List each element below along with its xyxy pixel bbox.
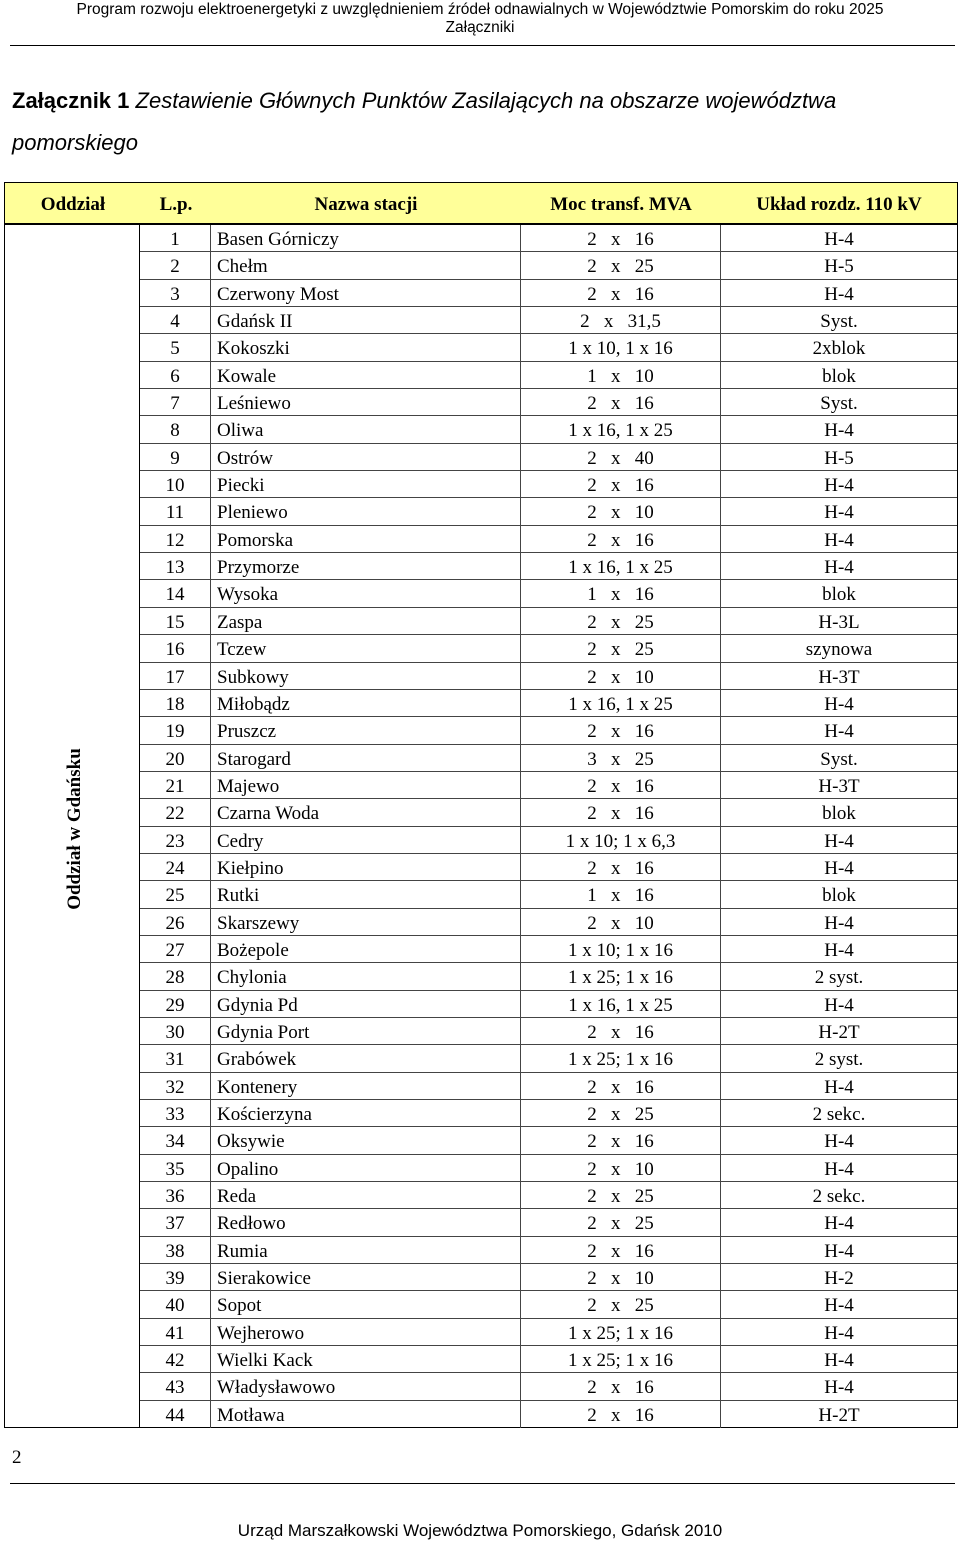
cell-lp: 17	[140, 663, 211, 689]
oddzial-cell	[5, 225, 140, 1427]
cell-moc: 2 x 10	[521, 1155, 721, 1181]
cell-nazwa: Kiełpino	[211, 854, 521, 880]
cell-lp: 43	[140, 1373, 211, 1399]
cell-moc: 2 x 16	[521, 772, 721, 798]
cell-nazwa: Wejherowo	[211, 1319, 521, 1345]
cell-moc: 1 x 16	[521, 881, 721, 907]
cell-nazwa: Oliwa	[211, 416, 521, 442]
cell-nazwa: Sierakowice	[211, 1264, 521, 1290]
cell-lp: 25	[140, 881, 211, 907]
cell-moc: 2 x 16	[521, 1237, 721, 1263]
table-row	[140, 1182, 957, 1209]
table-row	[140, 334, 957, 361]
table-row	[140, 389, 957, 416]
cell-nazwa: Miłobądz	[211, 690, 521, 716]
cell-nazwa: Ostrów	[211, 444, 521, 470]
cell-nazwa: Basen Górniczy	[211, 225, 521, 251]
table-row	[140, 280, 957, 307]
cell-nazwa: Kontenery	[211, 1073, 521, 1099]
stations-table	[4, 182, 958, 1428]
table-row	[140, 963, 957, 990]
table-row	[140, 580, 957, 607]
cell-lp: 7	[140, 389, 211, 415]
cell-moc: 1 x 16, 1 x 25	[521, 553, 721, 579]
cell-lp: 33	[140, 1100, 211, 1126]
cell-uklad: H-4	[824, 721, 854, 743]
table-row	[140, 416, 957, 443]
cell-moc: 2 x 16	[521, 1018, 721, 1044]
table-row	[140, 1018, 957, 1045]
cell-lp: 28	[140, 963, 211, 989]
title-text: Zestawienie Głównych Punktów Zasilających na obszarze województwa pomorskiego	[12, 88, 837, 155]
cell-moc: 2 x 40	[521, 444, 721, 470]
cell-uklad: blok	[822, 365, 856, 387]
cell-moc: 2 x 25	[521, 1209, 721, 1235]
table-row	[140, 690, 957, 717]
header-lp: L.p.	[159, 194, 193, 215]
header-rule	[10, 45, 955, 46]
cell-lp: 9	[140, 444, 211, 470]
cell-uklad: H-3T	[818, 666, 860, 688]
table-row	[140, 1155, 957, 1182]
cell-uklad: H-4	[824, 857, 854, 879]
cell-lp: 24	[140, 854, 211, 880]
table-body	[140, 225, 957, 1428]
cell-nazwa: Piecki	[211, 471, 521, 497]
cell-moc: 2 x 25	[521, 1100, 721, 1126]
table-row	[140, 772, 957, 799]
cell-lp: 22	[140, 799, 211, 825]
table-row	[140, 635, 957, 662]
table-row	[140, 471, 957, 498]
cell-nazwa: Leśniewo	[211, 389, 521, 415]
cell-nazwa: Przymorze	[211, 553, 521, 579]
cell-moc: 2 x 25	[521, 1291, 721, 1317]
cell-uklad: H-4	[824, 1350, 854, 1372]
cell-nazwa: Pomorska	[211, 526, 521, 552]
cell-nazwa: Pruszcz	[211, 717, 521, 743]
cell-moc: 2 x 10	[521, 1264, 721, 1290]
cell-uklad: 2xblok	[812, 338, 866, 360]
cell-lp: 26	[140, 909, 211, 935]
cell-lp: 8	[140, 416, 211, 442]
cell-lp: 31	[140, 1045, 211, 1071]
cell-moc: 2 x 16	[521, 799, 721, 825]
cell-moc: 1 x 16, 1 x 25	[521, 991, 721, 1017]
cell-moc: 2 x 16	[521, 225, 721, 251]
table-row	[140, 1045, 957, 1072]
table-row	[140, 553, 957, 580]
cell-uklad: H-4	[824, 502, 854, 524]
cell-moc: 1 x 10; 1 x 6,3	[521, 827, 721, 853]
running-header-section: Załączniki	[445, 19, 515, 36]
table-row	[140, 881, 957, 908]
table-row	[140, 252, 957, 279]
cell-lp: 3	[140, 280, 211, 306]
cell-moc: 2 x 16	[521, 389, 721, 415]
cell-moc: 1 x 16, 1 x 25	[521, 416, 721, 442]
cell-lp: 14	[140, 580, 211, 606]
table-row	[140, 444, 957, 471]
cell-lp: 2	[140, 252, 211, 278]
cell-uklad: H-4	[824, 529, 854, 551]
table-row	[140, 717, 957, 744]
page-title	[12, 80, 952, 164]
cell-lp: 16	[140, 635, 211, 661]
table-row	[140, 362, 957, 389]
cell-nazwa: Kokoszki	[211, 334, 521, 360]
cell-moc: 2 x 16	[521, 526, 721, 552]
cell-nazwa: Grabówek	[211, 1045, 521, 1071]
footer-rule	[10, 1483, 955, 1484]
cell-uklad: H-5	[824, 256, 854, 278]
cell-moc: 1 x 16	[521, 580, 721, 606]
cell-lp: 32	[140, 1073, 211, 1099]
cell-nazwa: Chełm	[211, 252, 521, 278]
cell-nazwa: Czarna Woda	[211, 799, 521, 825]
table-row	[140, 799, 957, 826]
table-row	[140, 526, 957, 553]
cell-uklad: H-4	[824, 1131, 854, 1153]
cell-uklad: H-4	[824, 420, 854, 442]
cell-uklad: 2 sekc.	[812, 1186, 866, 1208]
cell-nazwa: Bożepole	[211, 936, 521, 962]
cell-uklad: H-2T	[818, 1021, 860, 1043]
cell-uklad: H-4	[824, 475, 854, 497]
cell-lp: 35	[140, 1155, 211, 1181]
cell-lp: 19	[140, 717, 211, 743]
table-row	[140, 1401, 957, 1428]
table-row	[140, 854, 957, 881]
cell-moc: 1 x 10; 1 x 16	[521, 936, 721, 962]
cell-lp: 12	[140, 526, 211, 552]
cell-lp: 30	[140, 1018, 211, 1044]
cell-uklad: blok	[822, 803, 856, 825]
table-row	[140, 1319, 957, 1346]
cell-uklad: H-2	[824, 1268, 854, 1290]
cell-lp: 13	[140, 553, 211, 579]
cell-lp: 5	[140, 334, 211, 360]
header-moc: Moc transf. MVA	[550, 194, 692, 215]
cell-lp: 29	[140, 991, 211, 1017]
cell-moc: 2 x 16	[521, 280, 721, 306]
table-row	[140, 1346, 957, 1373]
cell-uklad: H-5	[824, 447, 854, 469]
page-footer: Urząd Marszałkowski Województwa Pomorskiego, Gdańsk 2010	[237, 1521, 723, 1540]
table-row	[140, 1264, 957, 1291]
cell-uklad: blok	[822, 885, 856, 907]
cell-uklad: Syst.	[820, 748, 858, 770]
cell-nazwa: Czerwony Most	[211, 280, 521, 306]
cell-uklad: H-4	[824, 1322, 854, 1344]
cell-moc: 2 x 16	[521, 1373, 721, 1399]
cell-lp: 4	[140, 307, 211, 333]
cell-uklad: Syst.	[820, 311, 858, 333]
cell-lp: 27	[140, 936, 211, 962]
cell-moc: 2 x 10	[521, 909, 721, 935]
cell-uklad: H-4	[824, 1213, 854, 1235]
table-row	[140, 498, 957, 525]
cell-moc: 2 x 25	[521, 1182, 721, 1208]
table-row	[140, 225, 957, 252]
cell-uklad: H-4	[824, 557, 854, 579]
cell-nazwa: Opalino	[211, 1155, 521, 1181]
cell-uklad: H-4	[824, 912, 854, 934]
table-row	[140, 1373, 957, 1400]
cell-uklad: H-4	[824, 1158, 854, 1180]
oddzial-label: Oddział w Gdańsku	[64, 748, 85, 910]
cell-nazwa: Pleniewo	[211, 498, 521, 524]
table-row	[140, 909, 957, 936]
cell-nazwa: Sopot	[211, 1291, 521, 1317]
cell-nazwa: Chylonia	[211, 963, 521, 989]
cell-moc: 1 x 25; 1 x 16	[521, 1346, 721, 1372]
header-uklad: Układ rozdz. 110 kV	[756, 194, 922, 215]
cell-uklad: H-4	[824, 939, 854, 961]
cell-lp: 1	[140, 225, 211, 251]
table-row	[140, 608, 957, 635]
cell-uklad: blok	[822, 584, 856, 606]
cell-uklad: H-2T	[818, 1404, 860, 1426]
cell-lp: 11	[140, 498, 211, 524]
cell-lp: 15	[140, 608, 211, 634]
cell-nazwa: Kowale	[211, 362, 521, 388]
table-row	[140, 1237, 957, 1264]
running-header-title: Program rozwoju elektroenergetyki z uwzględnieniem źródeł odnawialnych w Województwie Pomorskim do roku 2025	[76, 1, 884, 18]
cell-uklad: H-4	[824, 1240, 854, 1262]
cell-nazwa: Redłowo	[211, 1209, 521, 1235]
cell-lp: 39	[140, 1264, 211, 1290]
cell-lp: 42	[140, 1346, 211, 1372]
cell-uklad: szynowa	[805, 639, 873, 661]
table-row	[140, 1100, 957, 1127]
cell-nazwa: Kościerzyna	[211, 1100, 521, 1126]
cell-lp: 18	[140, 690, 211, 716]
cell-moc: 2 x 16	[521, 1073, 721, 1099]
cell-lp: 23	[140, 827, 211, 853]
cell-uklad: 2 syst.	[814, 1049, 864, 1071]
cell-lp: 36	[140, 1182, 211, 1208]
cell-moc: 1 x 10	[521, 362, 721, 388]
cell-moc: 2 x 16	[521, 854, 721, 880]
cell-moc: 1 x 25; 1 x 16	[521, 1319, 721, 1345]
cell-lp: 6	[140, 362, 211, 388]
table-row	[140, 1209, 957, 1236]
page-number: 2	[12, 1447, 22, 1468]
cell-moc: 1 x 10, 1 x 16	[521, 334, 721, 360]
table-row	[140, 827, 957, 854]
cell-uklad: H-4	[824, 1076, 854, 1098]
cell-nazwa: Rumia	[211, 1237, 521, 1263]
cell-nazwa: Wysoka	[211, 580, 521, 606]
header-nazwa: Nazwa stacji	[314, 194, 418, 215]
cell-uklad: H-4	[824, 283, 854, 305]
table-row	[140, 1291, 957, 1318]
cell-nazwa: Skarszewy	[211, 909, 521, 935]
cell-nazwa: Gdańsk II	[211, 307, 521, 333]
cell-nazwa: Cedry	[211, 827, 521, 853]
header-oddzial: Oddział	[40, 194, 106, 215]
cell-lp: 34	[140, 1127, 211, 1153]
cell-moc: 2 x 10	[521, 663, 721, 689]
cell-nazwa: Oksywie	[211, 1127, 521, 1153]
cell-moc: 1 x 25; 1 x 16	[521, 1045, 721, 1071]
cell-nazwa: Rutki	[211, 881, 521, 907]
cell-lp: 44	[140, 1401, 211, 1428]
cell-lp: 38	[140, 1237, 211, 1263]
table-header	[5, 183, 957, 225]
cell-moc: 2 x 25	[521, 608, 721, 634]
table-row	[140, 936, 957, 963]
cell-uklad: H-4	[824, 693, 854, 715]
cell-nazwa: Reda	[211, 1182, 521, 1208]
cell-moc: 1 x 16, 1 x 25	[521, 690, 721, 716]
cell-uklad: 2 sekc.	[812, 1104, 866, 1125]
cell-uklad: H-4	[824, 1377, 854, 1399]
cell-uklad: H-4	[824, 1295, 854, 1317]
cell-moc: 3 x 25	[521, 745, 721, 771]
cell-uklad: H-4	[824, 994, 854, 1016]
cell-nazwa: Motława	[211, 1401, 521, 1428]
cell-nazwa: Tczew	[211, 635, 521, 661]
cell-moc: 2 x 16	[521, 1401, 721, 1428]
cell-nazwa: Władysławowo	[211, 1373, 521, 1399]
cell-uklad: Syst.	[820, 393, 858, 415]
cell-moc: 1 x 25; 1 x 16	[521, 963, 721, 989]
cell-uklad: H-4	[824, 229, 854, 250]
cell-moc: 2 x 16	[521, 717, 721, 743]
cell-uklad: H-3T	[818, 775, 860, 797]
cell-nazwa: Wielki Kack	[211, 1346, 521, 1372]
cell-lp: 21	[140, 772, 211, 798]
cell-lp: 10	[140, 471, 211, 497]
cell-uklad: H-4	[824, 830, 854, 852]
cell-lp: 40	[140, 1291, 211, 1317]
cell-nazwa: Subkowy	[211, 663, 521, 689]
cell-moc: 2 x 25	[521, 252, 721, 278]
cell-lp: 41	[140, 1319, 211, 1345]
table-row	[140, 1127, 957, 1154]
table-row	[140, 663, 957, 690]
cell-nazwa: Gdynia Port	[211, 1018, 521, 1044]
table-row	[140, 991, 957, 1018]
cell-uklad: 2 syst.	[814, 967, 864, 989]
table-row	[140, 307, 957, 334]
cell-uklad: H-3L	[818, 611, 860, 633]
table-row	[140, 1073, 957, 1100]
cell-moc: 2 x 25	[521, 635, 721, 661]
table-row	[140, 745, 957, 772]
cell-nazwa: Starogard	[211, 745, 521, 771]
title-label: Załącznik 1	[12, 88, 130, 113]
cell-moc: 2 x 16	[521, 1127, 721, 1153]
cell-lp: 37	[140, 1209, 211, 1235]
cell-nazwa: Gdynia Pd	[211, 991, 521, 1017]
cell-moc: 2 x 10	[521, 498, 721, 524]
cell-nazwa: Zaspa	[211, 608, 521, 634]
cell-moc: 2 x 16	[521, 471, 721, 497]
cell-moc: 2 x 31,5	[521, 307, 721, 333]
cell-nazwa: Majewo	[211, 772, 521, 798]
cell-lp: 20	[140, 745, 211, 771]
